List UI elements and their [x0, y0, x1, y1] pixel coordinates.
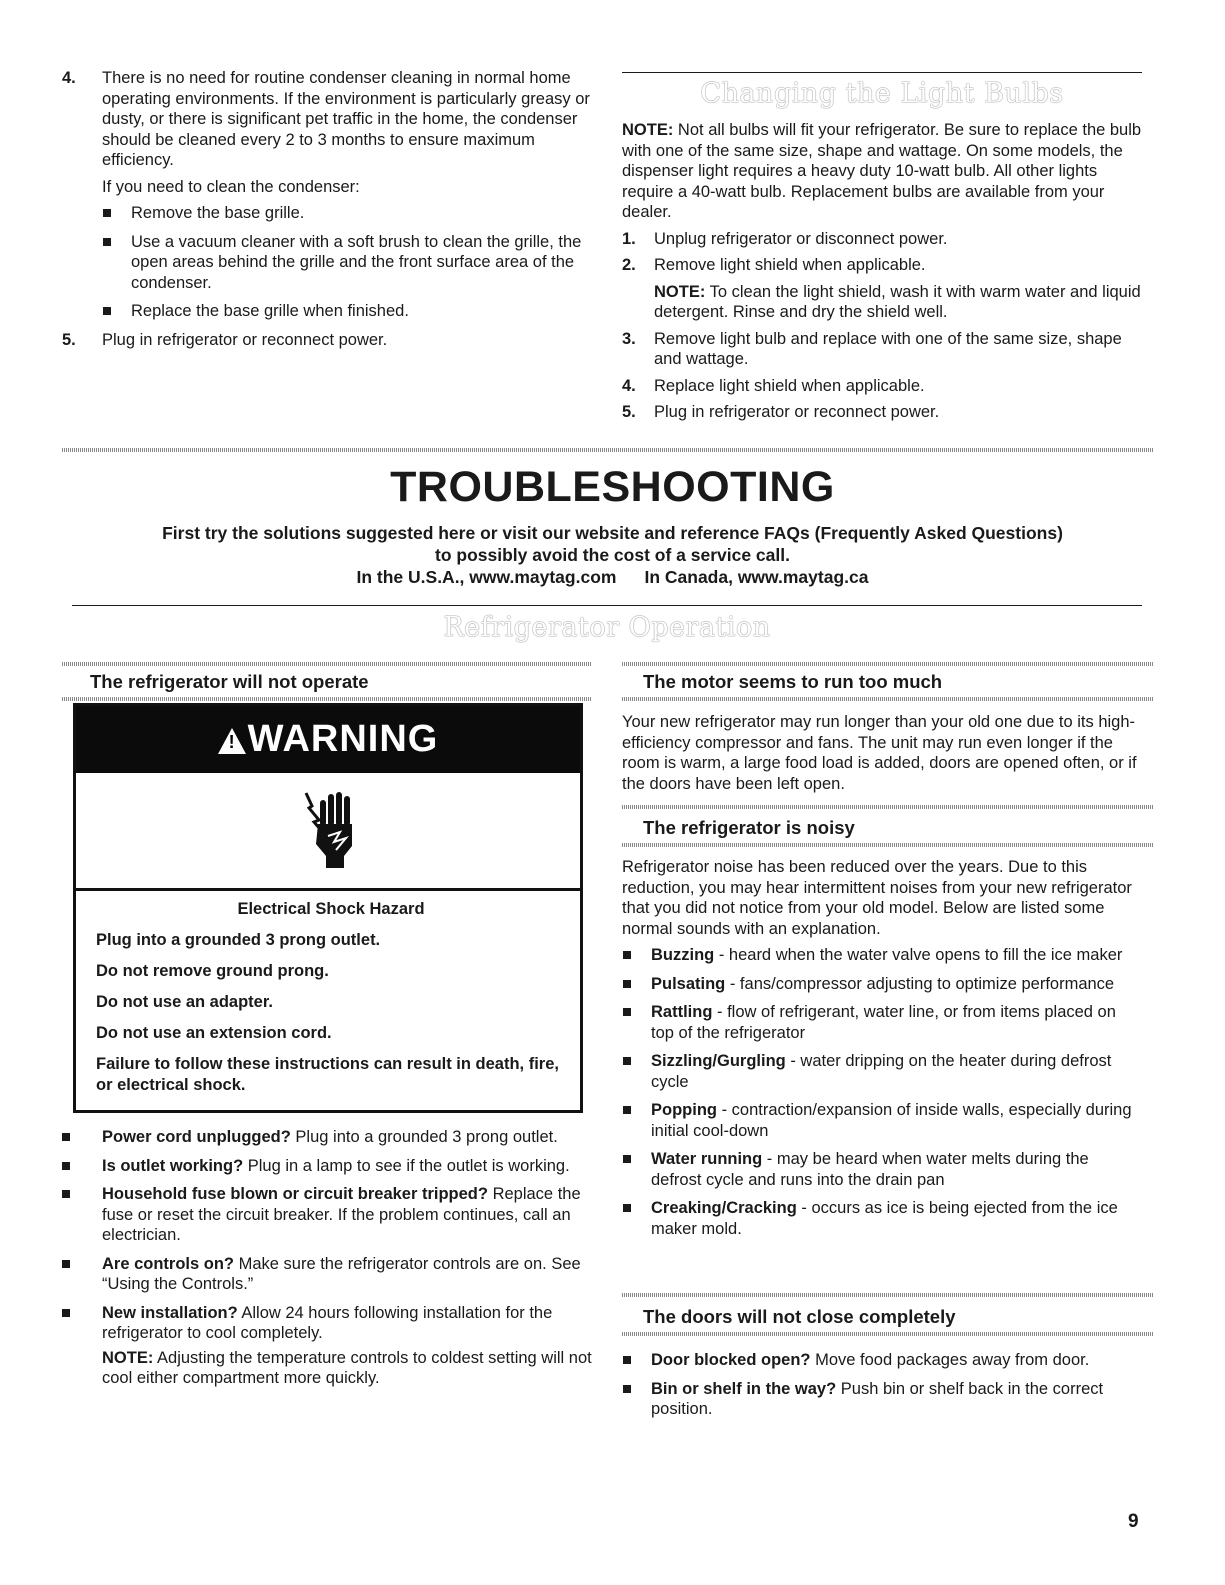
dotted-divider — [62, 697, 592, 701]
note-text: Not all bulbs will fit your refrigerator. Be sure to replace the bulb with one of the same size, shape and wattage. On some models, the dispenser light requires a heavy duty 10-watt bulb. All other lights require a 40-watt bulb. Replacement bulbs are available from your dealer. — [622, 121, 1142, 221]
light-bulbs-section — [622, 120, 1142, 429]
doors-list — [622, 1350, 1142, 1428]
subsection-heading: The doors will not close completely — [643, 1306, 956, 1327]
bulb-step-1 — [622, 229, 1142, 250]
troubleshooting-intro — [0, 522, 1225, 588]
noisy-intro: Refrigerator noise has been reduced over the years. Due to this reduction, you may hear intermittent noises from your new refrigerator that you did not notice from your old model. Below are listed some normal sounds with an explanation. — [622, 858, 1132, 938]
list-item: Use a vacuum cleaner with a soft brush to clean the grille, the open areas behind the grille and the front surface area of the condenser. — [102, 232, 592, 294]
bulb-step-3 — [622, 329, 1142, 370]
list-item: Pulsating - fans/compressor adjusting to optimize performance — [622, 974, 1142, 995]
step-note — [654, 282, 1142, 323]
dotted-divider — [622, 843, 1154, 847]
bulb-step-5 — [622, 402, 1142, 423]
subsection-heading: The motor seems to run too much — [643, 671, 943, 692]
list-item: New installation? Allow 24 hours following installation for the refrigerator to cool completely. — [62, 1303, 592, 1344]
light-bulbs-note — [622, 120, 1142, 223]
list-item: Buzzing - heard when the water valve opens to fill the ice maker — [622, 945, 1142, 966]
electrical-shock-hand-icon — [76, 773, 586, 888]
list-item: Replace the base grille when finished. — [102, 301, 592, 322]
list-item: Is outlet working? Plug in a lamp to see if the outlet is working. — [62, 1156, 592, 1177]
condenser-cleaning-section — [62, 68, 592, 356]
warning-triangle-icon — [218, 728, 246, 754]
dotted-divider — [62, 662, 592, 666]
dotted-divider — [622, 1293, 1154, 1297]
bulb-step-2 — [622, 255, 1142, 323]
section-title: Refrigerator Operation — [443, 612, 771, 643]
step-text: Remove light bulb and replace with one of the same size, shape and wattage. — [654, 329, 1122, 368]
step-number: 4. — [622, 376, 636, 395]
light-bulbs-title: Changing the Light Bulbs — [700, 78, 1064, 109]
warning-text — [96, 899, 566, 1106]
not-operate-list — [62, 1127, 592, 1395]
step-5 — [62, 330, 592, 351]
list-item: Power cord unplugged? Plug into a grounded 3 prong outlet. — [62, 1127, 592, 1148]
warning-line: Do not use an adapter. — [96, 993, 273, 1011]
step-number: 3. — [622, 329, 636, 348]
step-subtext: If you need to clean the condenser: — [102, 177, 360, 196]
intro-line: to possibly avoid the cost of a service call. — [435, 545, 790, 565]
step-number: 1. — [622, 229, 636, 248]
list-item: Remove the base grille. — [102, 203, 592, 224]
list-item: Door blocked open? Move food packages away from door. — [622, 1350, 1142, 1371]
list-item: Household fuse blown or circuit breaker tripped? Replace the fuse or reset the circuit breaker. If the problem continues, call an electrician. — [62, 1184, 592, 1246]
list-item: Rattling - flow of refrigerant, water line, or from items placed on top of the refrigerator — [622, 1002, 1142, 1043]
step-4 — [62, 68, 592, 322]
warning-line: Failure to follow these instructions can result in death, fire, or electrical shock. — [96, 1055, 559, 1094]
noisy-section — [622, 857, 1142, 1247]
note-label: NOTE: — [622, 121, 674, 139]
note-label: NOTE: — [654, 282, 706, 301]
dotted-divider — [622, 1332, 1154, 1336]
step-number: 5. — [62, 330, 76, 349]
us-website: In the U.S.A., www.maytag.com — [356, 567, 617, 587]
warning-divider — [76, 888, 580, 891]
intro-line: First try the solutions suggested here or visit our website and reference FAQs (Frequently Asked Questions) — [162, 523, 1063, 543]
step-number: 4. — [62, 69, 76, 87]
canada-website: In Canada, www.maytag.ca — [644, 567, 869, 587]
warning-line: Do not use an extension cord. — [96, 1024, 332, 1042]
motor-text: Your new refrigerator may run longer than your old one due to its high-efficiency compressor and fans. The unit may run even longer if the room is warm, a large food load is added, doors are opened often, or if the doors have been left open. — [622, 713, 1137, 793]
step-number: 5. — [622, 403, 636, 421]
step-number: 2. — [622, 256, 636, 274]
list-item: Creaking/Cracking - occurs as ice is being ejected from the ice maker mold. — [622, 1198, 1142, 1239]
hazard-title: Electrical Shock Hazard — [237, 900, 425, 918]
dotted-divider — [622, 805, 1154, 809]
dotted-divider — [622, 697, 1154, 701]
list-item: Bin or shelf in the way? Push bin or shelf back in the correct position. — [622, 1379, 1142, 1420]
subsection-heading: The refrigerator is noisy — [643, 817, 855, 838]
step-text: Replace light shield when applicable. — [654, 376, 925, 395]
list-item: Popping - contraction/expansion of inside walls, especially during initial cool-down — [622, 1100, 1142, 1141]
list-item: Water running - may be heard when water melts during the defrost cycle and runs into the drain pan — [622, 1149, 1142, 1190]
list-item: Are controls on? Make sure the refrigerator controls are on. See “Using the Controls.” — [62, 1254, 592, 1295]
subsection-heading: The refrigerator will not operate — [90, 671, 369, 692]
step-text: Remove light shield when applicable. — [654, 256, 926, 274]
step-text: Unplug refrigerator or disconnect power. — [654, 229, 948, 248]
warning-box — [73, 703, 583, 1113]
warning-line: Do not remove ground prong. — [96, 962, 329, 980]
dotted-divider — [622, 662, 1154, 666]
note-text: To clean the light shield, wash it with warm water and liquid detergent. Rinse and dry the shield well. — [654, 282, 1141, 321]
warning-label: WARNING — [247, 718, 439, 760]
section-divider — [72, 605, 1142, 606]
page-title: TROUBLESHOOTING — [390, 463, 835, 511]
intro-links — [0, 566, 1225, 588]
warning-line: Plug into a grounded 3 prong outlet. — [96, 931, 381, 949]
step-text: Plug in refrigerator or reconnect power. — [654, 403, 940, 421]
step-text: There is no need for routine condenser cleaning in normal home operating environments. If the environment is particularly greasy or dusty, or there is significant pet traffic in the home, the condenser should be cleaned every 2 to 3 months to ensure maximum efficiency. — [102, 69, 590, 169]
bulb-step-4 — [622, 376, 1142, 397]
warning-banner — [76, 706, 580, 773]
step-text: Plug in refrigerator or reconnect power. — [102, 330, 388, 349]
section-divider — [622, 72, 1142, 73]
note: NOTE: Adjusting the temperature controls to coldest setting will not cool either compartment more quickly. — [102, 1348, 592, 1387]
page-number: 9 — [1128, 1511, 1139, 1532]
list-item: Sizzling/Gurgling - water dripping on the heater during defrost cycle — [622, 1051, 1142, 1092]
dotted-divider — [62, 448, 1154, 452]
